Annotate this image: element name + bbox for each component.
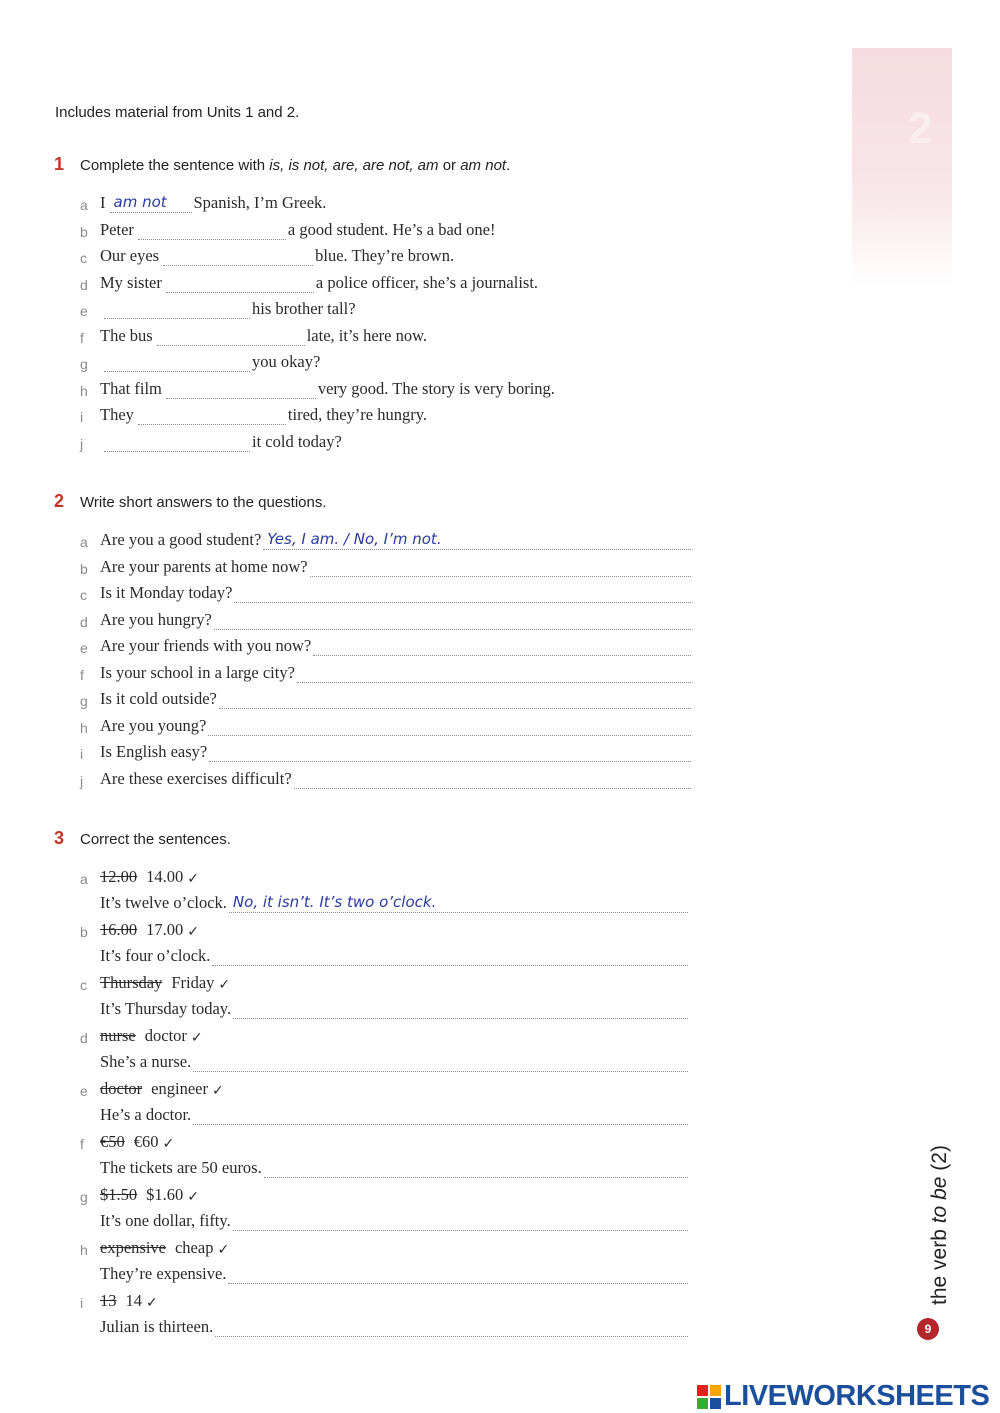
correct-value: engineer [151, 1079, 208, 1098]
answer-blank[interactable] [104, 300, 250, 319]
item-letter: a [80, 871, 88, 887]
exercise-2-item [80, 738, 693, 762]
item-letter: i [80, 746, 84, 762]
correct-value: €60 [133, 1132, 159, 1151]
sentence-text: It’s Thursday today. [100, 999, 232, 1018]
exercise-1-item [80, 348, 320, 372]
exercise-2-item [80, 606, 693, 630]
item-letter: j [80, 435, 84, 452]
item-prefix: That film [100, 378, 162, 398]
answer-line[interactable] [229, 894, 688, 913]
answer-line[interactable] [219, 690, 691, 709]
sentence-text: It’s one dollar, fifty. [100, 1211, 231, 1230]
answer-line[interactable] [310, 558, 691, 577]
item-suffix: a police officer, she’s a journalist. [315, 272, 539, 292]
answer-line[interactable] [193, 1106, 688, 1125]
logo-square [710, 1398, 721, 1409]
item-letter: g [80, 356, 88, 372]
liveworksheets-icon [697, 1385, 721, 1409]
logo-square [710, 1385, 721, 1396]
item-letter: g [80, 693, 88, 709]
answer-blank[interactable] [138, 221, 286, 240]
exercise-3-item [100, 1207, 690, 1231]
wrong-value: nurse [100, 1026, 136, 1045]
item-suffix: blue. They’re brown. [315, 246, 455, 265]
item-letter: i [80, 1295, 84, 1311]
exercise-3-correction [80, 969, 230, 993]
wrong-value: 16.00 [100, 920, 138, 939]
exercise-3-correction [80, 1287, 158, 1311]
check-icon: ✓ [187, 1189, 199, 1205]
logo-square [697, 1385, 708, 1396]
answer-blank[interactable] [163, 247, 313, 266]
exercise-2-item [80, 579, 693, 603]
item-letter: g [80, 1189, 88, 1205]
exercise-1-item [80, 269, 538, 293]
check-icon: ✓ [162, 1136, 175, 1152]
item-suffix: a good student. He’s a bad one! [287, 219, 496, 239]
exercise-2-item [80, 765, 693, 789]
answer-line[interactable] [294, 770, 691, 789]
exercise-3-item [100, 889, 690, 913]
question-text: Is English easy? [100, 742, 208, 761]
item-letter: e [80, 640, 88, 656]
exercise-3-item [100, 1048, 690, 1072]
section-instruction: Complete the sentence with is, is not, are, are not, am or am not. [80, 157, 511, 174]
exercise-2-item [80, 553, 693, 577]
answer-line[interactable] [263, 531, 691, 550]
answer-line[interactable] [215, 1318, 688, 1337]
item-letter: d [80, 276, 88, 293]
exercise-3-correction [80, 1128, 174, 1152]
question-text: Are your friends with you now? [100, 636, 312, 655]
exercise-2-item [80, 632, 693, 656]
exercise-3-item [100, 1101, 690, 1125]
item-letter: a [80, 197, 88, 213]
question-text: Is it cold outside? [100, 689, 217, 708]
section-2-header [54, 491, 327, 512]
exercise-3-item [100, 942, 690, 966]
answer-line[interactable] [228, 1265, 688, 1284]
answer-line[interactable] [208, 717, 691, 736]
answer-line[interactable] [264, 1159, 688, 1178]
item-suffix: late, it’s here now. [306, 325, 428, 345]
item-suffix: it cold today? [252, 431, 342, 451]
check-icon: ✓ [187, 924, 199, 940]
logo-square [697, 1398, 708, 1409]
section-instruction: Write short answers to the questions. [80, 494, 327, 511]
answer-blank[interactable] [166, 274, 314, 293]
check-icon: ✓ [218, 977, 231, 993]
correct-value: 17.00 [146, 920, 184, 939]
check-icon: ✓ [211, 1083, 224, 1099]
brand-name: LIVEWORKSHEETS [724, 1380, 990, 1412]
exercise-3-correction [80, 1181, 199, 1205]
item-prefix: The bus [100, 325, 153, 345]
item-letter: i [80, 409, 84, 425]
correct-value: 14 [125, 1291, 142, 1310]
sentence-text: It’s four o’clock. [100, 946, 211, 965]
exercise-3-item [100, 1313, 690, 1337]
question-text: Are you young? [100, 715, 207, 735]
answer-blank[interactable] [104, 353, 250, 372]
item-suffix: you okay? [252, 352, 321, 371]
exercise-1-item [80, 401, 427, 425]
exercise-3-correction [80, 863, 199, 887]
item-prefix: Our eyes [100, 246, 160, 265]
item-letter: f [80, 1136, 84, 1152]
item-letter: b [80, 223, 88, 240]
answer-line[interactable] [234, 584, 691, 603]
exercise-3-item [100, 1260, 690, 1284]
sentence-text: They’re expensive. [100, 1264, 227, 1283]
exercise-2-item [80, 685, 693, 709]
unit-tab-number: 2 [908, 104, 933, 153]
wrong-value: €50 [100, 1132, 125, 1151]
question-text: Is it Monday today? [100, 583, 233, 602]
wrong-value: 13 [100, 1291, 117, 1310]
check-icon: ✓ [217, 1242, 230, 1258]
answer-blank[interactable] [110, 194, 192, 213]
item-prefix: My sister [100, 272, 162, 292]
answer-line[interactable] [297, 664, 691, 683]
correct-value: Friday [171, 973, 215, 992]
exercise-1-item [80, 216, 495, 240]
page-number: 9 [917, 1318, 939, 1340]
answer-line[interactable] [214, 611, 691, 630]
exercise-1-item [80, 242, 454, 266]
exercise-3-correction [80, 1022, 203, 1046]
section-number: 2 [54, 491, 65, 511]
answer-blank[interactable] [138, 406, 286, 425]
item-letter: h [80, 719, 88, 736]
intro-text: Includes material from Units 1 and 2. [55, 104, 300, 121]
exercise-3-correction [80, 1234, 229, 1258]
answer-blank[interactable] [166, 380, 316, 399]
exercise-3-correction [80, 1075, 224, 1099]
sentence-text: She’s a nurse. [100, 1052, 192, 1071]
item-suffix: his brother tall? [252, 299, 356, 318]
item-prefix: Peter [100, 219, 134, 239]
sentence-text: The tickets are 50 euros. [100, 1158, 262, 1177]
wrong-value: $1.50 [100, 1185, 138, 1204]
item-letter: d [80, 1030, 88, 1046]
exercise-3-correction [80, 916, 199, 940]
item-letter: b [80, 560, 88, 577]
wrong-value: doctor [100, 1079, 143, 1098]
sentence-text: He’s a doctor. [100, 1105, 192, 1124]
item-suffix: tired, they’re hungry. [287, 405, 428, 424]
liveworksheets-logo[interactable] [697, 1380, 989, 1413]
answer-line[interactable] [233, 1000, 688, 1019]
item-letter: d [80, 613, 88, 630]
wrong-value: 12.00 [100, 867, 138, 886]
answer-blank[interactable] [104, 433, 250, 452]
sentence-text: It’s twelve o’clock. [100, 893, 227, 912]
item-suffix: Spanish, I’m Greek. [193, 193, 327, 212]
handwritten-answer: Yes, I am. / No, I’m not. [267, 530, 442, 548]
section-number: 1 [54, 154, 65, 174]
check-icon: ✓ [190, 1030, 203, 1046]
item-letter: f [80, 329, 84, 346]
answer-line[interactable] [233, 1212, 688, 1231]
answer-line[interactable] [313, 637, 691, 656]
handwritten-answer: No, it isn’t. It’s two o’clock. [232, 893, 437, 911]
section-1-header [54, 154, 510, 175]
answer-line[interactable] [209, 743, 691, 762]
question-text: Is your school in a large city? [100, 662, 295, 682]
item-letter: c [80, 250, 87, 266]
answer-line[interactable] [212, 947, 688, 966]
question-text: Are you a good student? [100, 530, 262, 549]
exercise-1-item [80, 295, 356, 319]
unit-tab [852, 48, 952, 288]
correct-value: doctor [144, 1026, 187, 1045]
item-letter: f [80, 666, 84, 683]
exercise-2-item [80, 526, 693, 550]
item-letter: h [80, 382, 88, 399]
exercise-3-item [100, 1154, 690, 1178]
correct-value: $1.60 [146, 1185, 184, 1204]
item-letter: h [80, 1242, 88, 1258]
item-prefix: I [100, 193, 106, 212]
item-letter: e [80, 303, 88, 319]
section-number: 3 [54, 828, 65, 848]
question-text: Are your parents at home now? [100, 556, 308, 576]
item-letter: c [80, 977, 87, 993]
exercise-2-item [80, 659, 693, 683]
item-letter: c [80, 587, 87, 603]
exercise-1-item [80, 375, 555, 399]
exercise-1-item [80, 189, 326, 213]
question-text: Are these exercises difficult? [100, 768, 292, 788]
wrong-value: Thursday [100, 973, 163, 992]
answer-blank[interactable] [157, 327, 305, 346]
item-letter: b [80, 924, 88, 940]
item-suffix: very good. The story is very boring. [317, 378, 555, 398]
answer-line[interactable] [193, 1053, 688, 1072]
question-text: Are you hungry? [100, 609, 212, 629]
item-letter: a [80, 534, 88, 550]
correct-value: 14.00 [146, 867, 184, 886]
item-letter: j [80, 772, 84, 789]
exercise-1-item [80, 428, 342, 452]
chapter-title: the verb to be (2) [928, 1145, 951, 1305]
exercise-1-item [80, 322, 427, 346]
handwritten-answer: am not [113, 193, 167, 211]
section-3-header [54, 828, 231, 849]
item-prefix: They [100, 405, 134, 424]
check-icon: ✓ [187, 871, 199, 887]
wrong-value: expensive [100, 1238, 166, 1257]
sentence-text: Julian is thirteen. [100, 1317, 214, 1336]
item-letter: e [80, 1083, 88, 1099]
exercise-3-item [100, 995, 690, 1019]
check-icon: ✓ [146, 1295, 158, 1311]
correct-value: cheap [174, 1238, 214, 1257]
section-instruction: Correct the sentences. [80, 831, 231, 848]
exercise-2-item [80, 712, 693, 736]
